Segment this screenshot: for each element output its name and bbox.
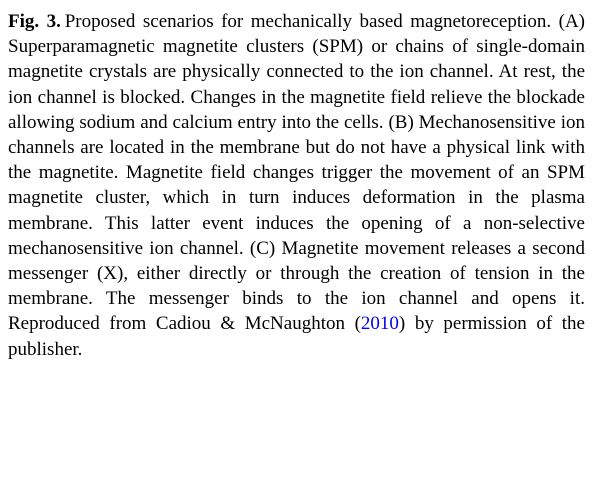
citation-link-2010[interactable]: 2010 xyxy=(360,313,399,335)
figure-caption xyxy=(8,9,585,362)
caption-text-after-link: ) by permission of the publisher. xyxy=(8,313,585,360)
figure-label: Fig. 3. xyxy=(8,11,61,32)
caption-text-before-link: Proposed scenarios for mechanically based magnetoreception. (A) Superparamagnetic magnetite clusters (SPM) or chains of single-domain magnetite crystals are physically connected to the ion channel. At rest, the ion channel is blocked. Changes in the magnetite field relieve the blockade allowing sodium and calcium entry into the cells. (B) Mechanosensitive ion channels are located in the membrane but do not have a physical link with the magnetite. Magnetite field changes trigger the movement of an SPM magnetite cluster, which in turn induces deformation in the plasma membrane. This latter event induces the opening of a non-selective mechanosensitive ion channel. (C) Magnetite movement releases a second messenger (X), either directly or through the creation of tension in the membrane. The messenger binds to the ion channel and opens it. Reproduced from Cadiou & McNaughton ( xyxy=(8,11,586,335)
